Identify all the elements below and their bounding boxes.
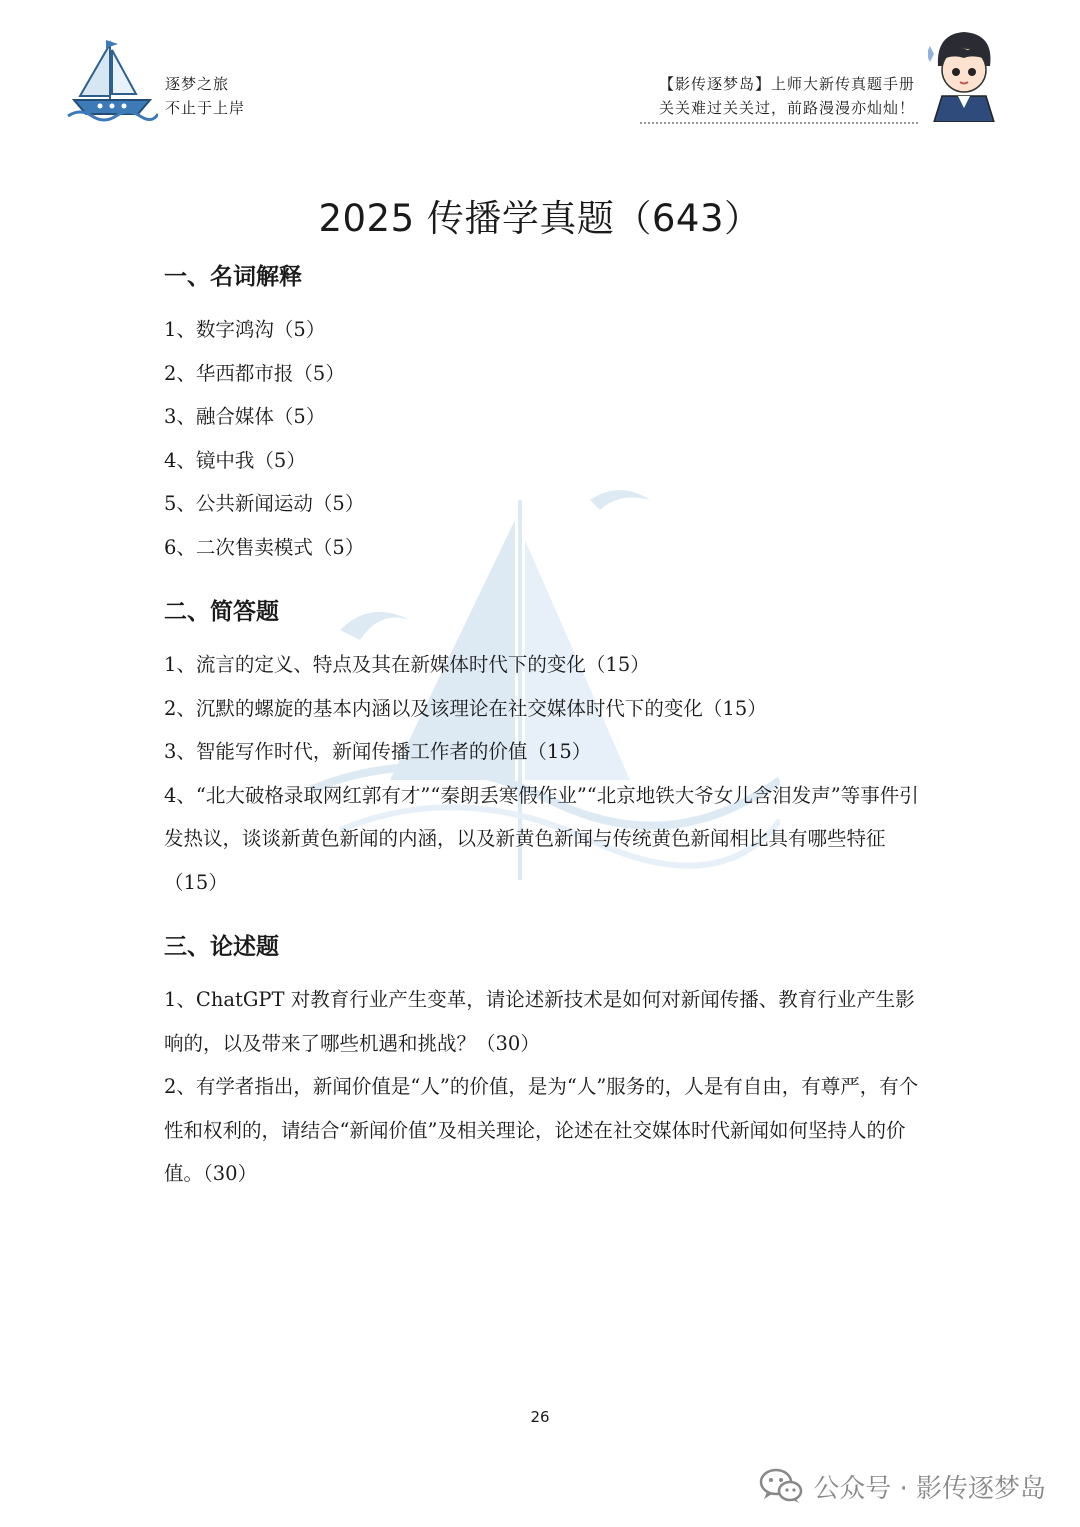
header-divider [640, 122, 918, 124]
cartoon-boy-icon [928, 26, 1000, 122]
slogan-line: 逐梦之旅 [165, 75, 230, 93]
question-item: 1、数字鸿沟（5） [164, 318, 326, 341]
question-item: 1、流言的定义、特点及其在新媒体时代下的变化（15） [164, 653, 650, 676]
question-item: 3、智能写作时代，新闻传播工作者的价值（15） [164, 740, 592, 763]
section-heading: 一、名词解释 [164, 264, 302, 290]
question-item: 1、ChatGPT 对教育行业产生变革，请论述新技术是如何对新闻传播、教育行业产生影响的，以及带来了哪些机遇和挑战？（30） [164, 988, 915, 1055]
section-short-answer [164, 591, 924, 904]
footer-brand [759, 1464, 1046, 1508]
section-essay [164, 926, 924, 1196]
question-item: 2、华西都市报（5） [164, 361, 345, 385]
section-term-explanation [164, 256, 924, 569]
header-slogan-right [659, 72, 915, 120]
handbook-title: 【影传逐梦岛】上师大新传真题手册 [658, 75, 915, 93]
question-item: 4、“北大破格录取网红郭有才”“秦朗丢寒假作业”“北京地铁大爷女儿含泪发声”等事件引发热议，谈谈新黄色新闻的内涵，以及新黄色新闻与传统黄色新闻相比具有哪些特征（15） [164, 783, 919, 894]
question-item: 2、有学者指出，新闻价值是“人”的价值，是为“人”服务的，人是有自由，有尊严，有个性和权利的，请结合“新闻价值”及相关理论，论述在社交媒体时代新闻如何坚持人的价值。（30） [164, 1075, 919, 1185]
wechat-icon [759, 1468, 803, 1504]
section-heading: 三、论述题 [164, 934, 279, 960]
page-header [0, 0, 1080, 130]
motto: 关关难过关关过，前路漫漫亦灿灿！ [658, 99, 915, 117]
question-item: 6、二次售卖模式（5） [164, 535, 365, 559]
section-heading: 二、简答题 [164, 599, 279, 625]
question-item: 3、融合媒体（5） [164, 405, 326, 428]
footer-brand-text: 公众号 · 影传逐梦岛 [813, 1473, 1046, 1504]
page-title: 2025 传播学真题（643） [318, 196, 762, 240]
question-item: 4、镜中我（5） [164, 448, 306, 472]
question-item: 2、沉默的螺旋的基本内涵以及该理论在社交媒体时代下的变化（15） [164, 696, 767, 720]
page-number: 26 [530, 1408, 550, 1426]
sailboat-icon [66, 38, 158, 122]
header-slogan-left [165, 72, 245, 120]
slogan-line: 不止于上岸 [165, 99, 246, 117]
question-item: 5、公共新闻运动（5） [164, 492, 365, 515]
question-content [164, 256, 924, 1218]
